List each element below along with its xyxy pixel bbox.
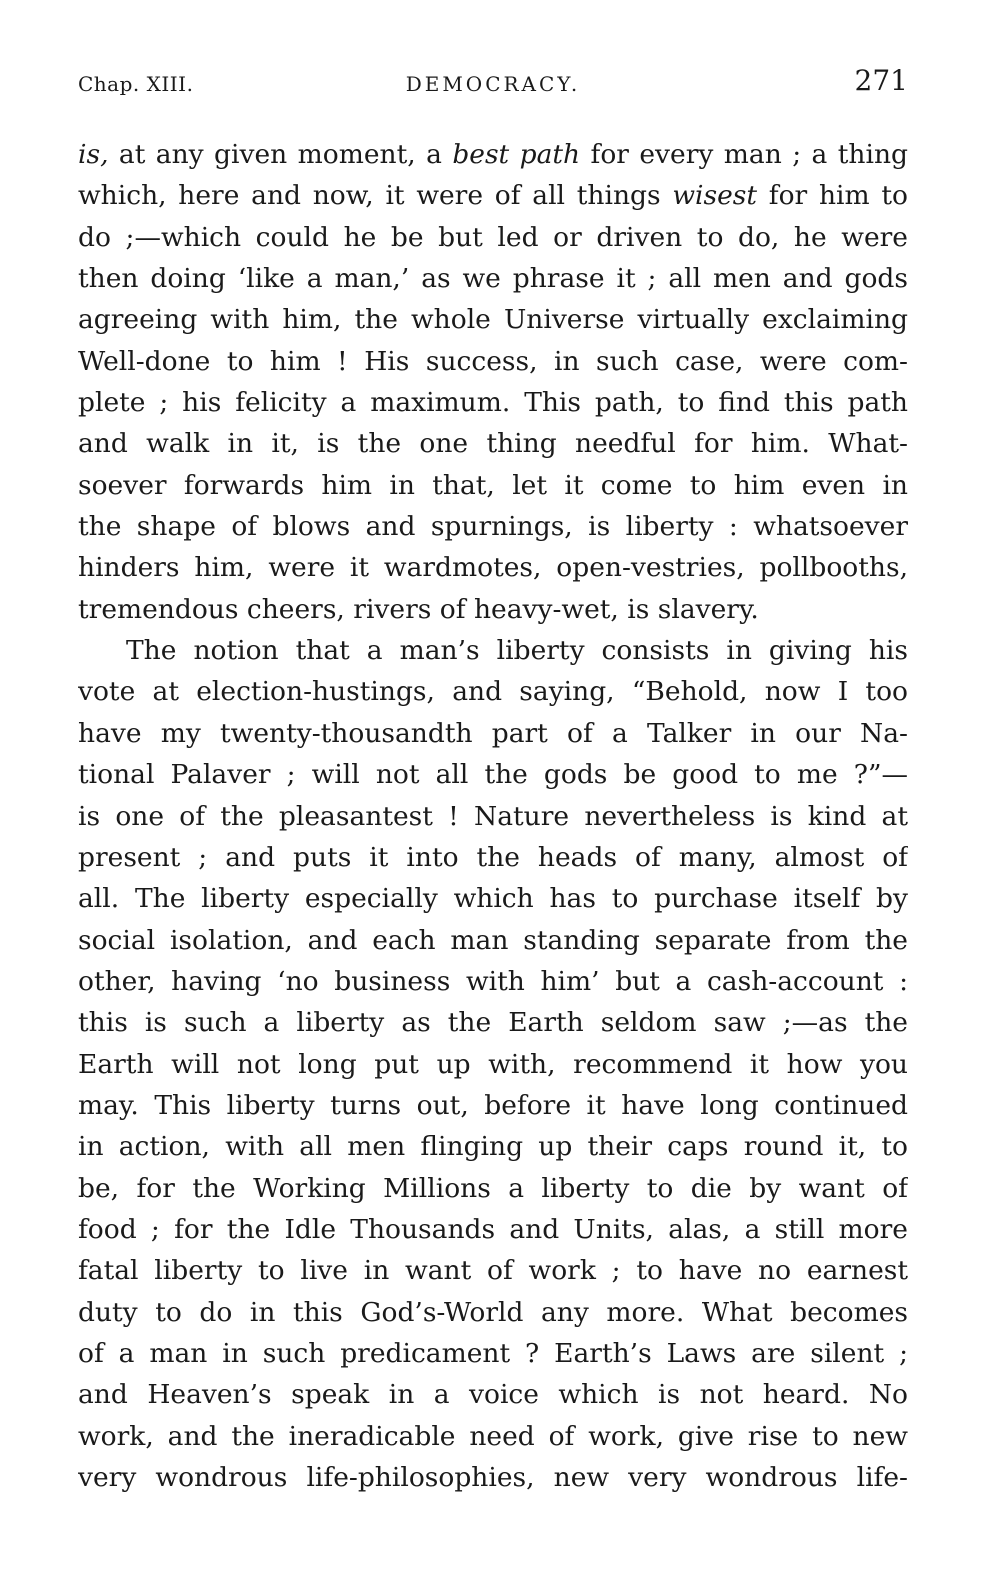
text-run: do ;—which could he be but led or driven to do, he were [78, 221, 908, 253]
text-line [78, 423, 908, 464]
text-line [78, 878, 908, 919]
text-run: Well-done to him ! His success, in such case, were com- [78, 345, 908, 377]
text-line [78, 465, 908, 506]
text-run: may. This liberty turns out, before it have long continued [78, 1089, 908, 1121]
running-head [78, 62, 908, 102]
text-line [78, 920, 908, 961]
text-line [78, 1044, 908, 1085]
text-line [78, 837, 908, 878]
text-line [78, 1250, 908, 1291]
text-run: fatal liberty to live in want of work ; to have no earnest [78, 1255, 908, 1287]
text-run: social isolation, and each man standing separate from the [78, 924, 908, 956]
text-run: and Heaven’s speak in a voice which is not heard. No [78, 1379, 908, 1411]
text-run: this is such a liberty as the Earth seldom saw ;—as the [78, 1007, 908, 1039]
text-run: The notion that a man’s liberty consists in giving his [126, 635, 908, 667]
text-run: all. The liberty especially which has to purchase itself by [78, 883, 908, 915]
text-run: at any given moment, a [108, 139, 453, 170]
text-run: be, for the Working Millions a liberty to die by want of [78, 1172, 908, 1204]
text-line [78, 134, 908, 175]
text-run: in action, with all men flinging up their caps round it, to [78, 1131, 908, 1163]
text-line [78, 754, 908, 795]
body-text [78, 134, 908, 1498]
text-line [78, 630, 908, 671]
text-line [78, 1292, 908, 1333]
italic-run: wisest [672, 180, 758, 212]
text-run: hinders him, were it wardmotes, open-vestries, pollbooths, [78, 552, 908, 584]
italic-run: is, [78, 139, 109, 170]
text-run: the shape of blows and spurnings, is liberty : whatsoever [78, 511, 908, 543]
text-run: which, here and now, it were of all things [78, 180, 673, 212]
text-line [78, 217, 908, 258]
text-run: tremendous cheers, rivers of heavy-wet, is slavery. [78, 593, 759, 625]
text-run: and walk in it, is the one thing needful for him. What- [78, 428, 908, 460]
text-run: duty to do in this God’s-World any more. What becomes [78, 1296, 908, 1328]
text-line [78, 258, 908, 299]
text-run: for him to [757, 180, 908, 212]
text-line [78, 1126, 908, 1167]
text-line [78, 175, 908, 216]
text-run: of a man in such predicament ? Earth’s Laws are silent ; [78, 1337, 908, 1369]
text-line [78, 547, 908, 588]
running-title: DEMOCRACY. [405, 72, 581, 96]
text-line [78, 1416, 908, 1457]
text-run: is one of the pleasantest ! Nature nevertheless is kind at [78, 800, 908, 832]
text-run: tional Palaver ; will not all the gods be good to me ?”— [78, 759, 908, 791]
text-line [78, 299, 908, 340]
text-line [78, 1209, 908, 1250]
text-line [78, 796, 908, 837]
text-line [78, 961, 908, 1002]
text-line [78, 506, 908, 547]
text-run: work, and the ineradicable need of work, give rise to new [78, 1420, 908, 1452]
text-line [78, 1002, 908, 1043]
text-run: Earth will not long put up with, recommend it how you [78, 1048, 908, 1080]
text-line [78, 671, 908, 712]
text-run: very wondrous life-philosophies, new very wondrous life- [78, 1462, 908, 1493]
text-line [78, 1457, 908, 1498]
text-run: vote at election-hustings, and saying, “Behold, now I too [78, 676, 908, 708]
chapter-label: Chap. XIII. [78, 72, 194, 96]
text-run: then doing ‘like a man,’ as we phrase it ; all men and gods [78, 263, 908, 295]
text-line [78, 713, 908, 754]
text-run: present ; and puts it into the heads of many, almost of [78, 841, 908, 873]
italic-run: best path [452, 139, 581, 170]
text-line [78, 1168, 908, 1209]
text-run: agreeing with him, the whole Universe virtually exclaiming [78, 304, 908, 336]
text-run: other, having ‘no business with him’ but a cash-account : [78, 965, 908, 997]
text-run: food ; for the Idle Thousands and Units, alas, a still more [78, 1213, 908, 1245]
text-run: have my twenty-thousandth part of a Talker in our Na- [78, 717, 908, 749]
text-line [78, 382, 908, 423]
text-line [78, 1374, 908, 1415]
text-run: plete ; his felicity a maximum. This path, to find this path [78, 387, 908, 419]
text-run: for every man ; a thing [580, 139, 908, 170]
page-number: 271 [854, 64, 908, 97]
text-line [78, 341, 908, 382]
text-run: soever forwards him in that, let it come to him even in [78, 469, 908, 501]
text-line [78, 589, 908, 630]
text-line [78, 1333, 908, 1374]
text-line [78, 1085, 908, 1126]
